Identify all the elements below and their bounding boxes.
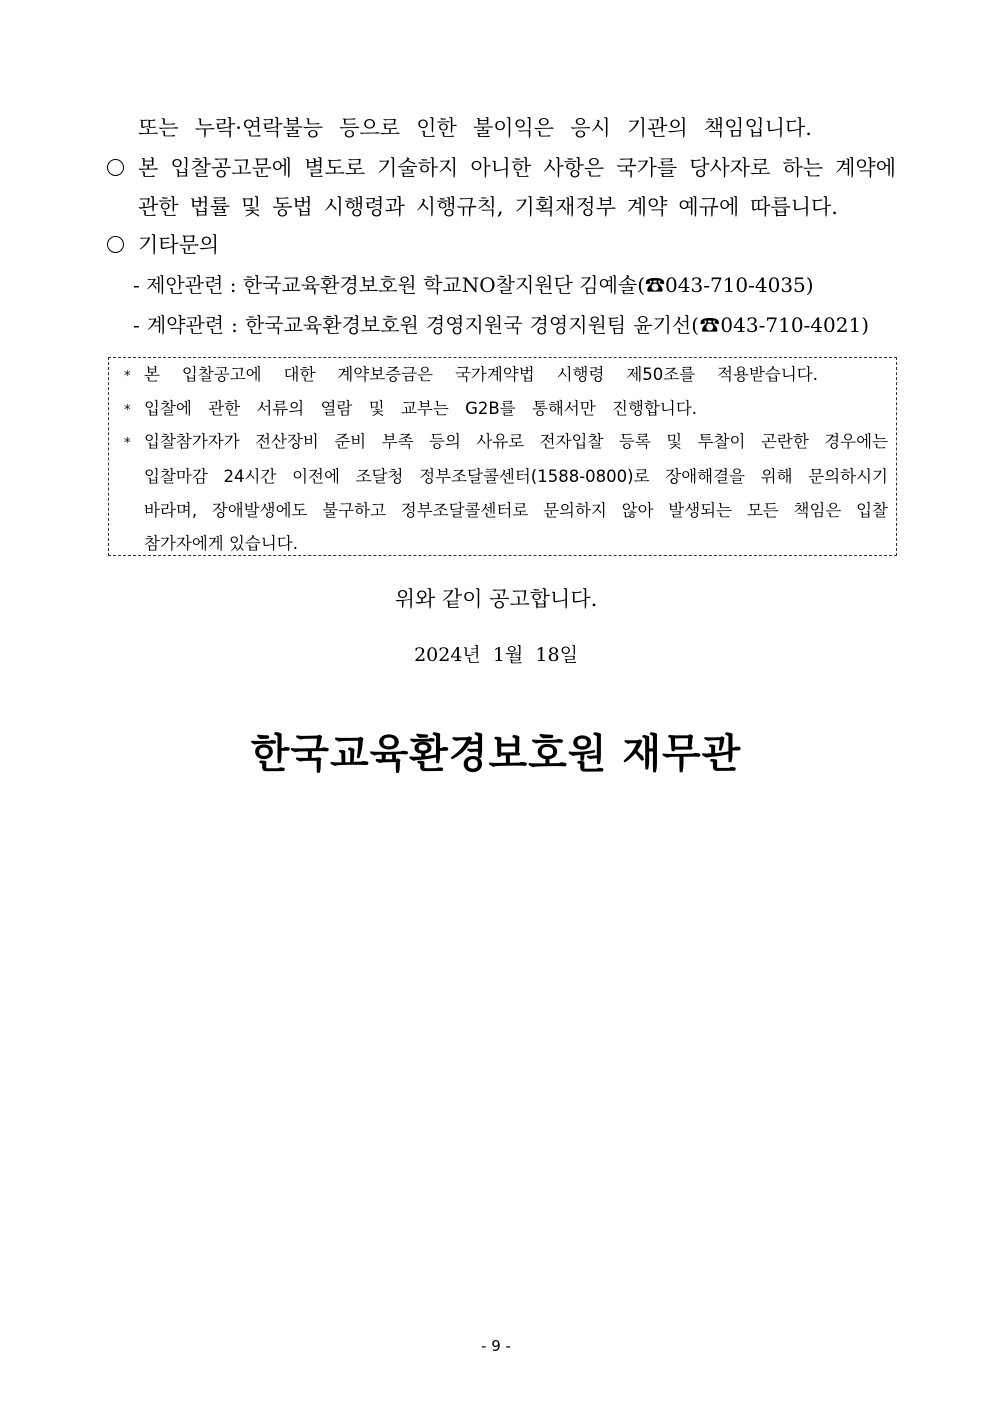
continuation-text: 또는 누락·연락불능 등으로 인한 불이익은 응시 기관의 책임입니다.: [138, 116, 812, 140]
item1-line1: 본 입찰공고문에 별도로 기술하지 아니한 사항은 국가를 당사자로 하는 계약에: [138, 156, 896, 180]
circle-bullet-icon: [107, 159, 124, 176]
closing-statement: 위와 같이 공고합니다.: [394, 587, 598, 611]
notice-line: 입찰참가자가 전산장비 준비 부족 등의 사유로 전자입찰 등록 및 투찰이 곤란한 경우에는: [144, 432, 888, 451]
circle-bullet-icon: [107, 236, 124, 253]
asterisk-bullet: *: [124, 403, 131, 418]
signature-title: 한국교육환경보호원 재무관: [250, 730, 742, 777]
contact-contract: - 계약관련 : 한국교육환경보호원 경영지원국 경영지원팀 윤기선(☎043-710-4021): [133, 313, 869, 337]
notice-box: [108, 357, 897, 556]
announcement-date: 2024년 1월 18일: [414, 644, 578, 666]
notice-line: 바라며, 장애발생에도 불구하고 정부조달콜센터로 문의하지 않아 발생되는 모든 책임은 입찰: [144, 501, 888, 520]
notice-line: 참가자에게 있습니다.: [144, 534, 298, 553]
item1-line2: 관한 법률 및 동법 시행령과 시행규칙, 기획재정부 계약 예규에 따릅니다.: [138, 195, 838, 219]
item2-title: 기타문의: [138, 233, 220, 257]
notice-line: 본 입찰공고에 대한 계약보증금은 국가계약법 시행령 제50조를 적용받습니다.: [144, 365, 818, 384]
page-number: - 9 -: [481, 1337, 511, 1355]
asterisk-bullet: *: [124, 436, 131, 451]
notice-line: 입찰마감 24시간 이전에 조달청 정부조달콜센터(1588-0800)로 장애해결을 위해 문의하시기: [144, 467, 888, 486]
notice-line: 입찰에 관한 서류의 열람 및 교부는 G2B를 통해서만 진행합니다.: [144, 399, 697, 418]
contact-proposal: - 제안관련 : 한국교육환경보호원 학교NO찰지원단 김예솔(☎043-710-4035): [133, 273, 814, 297]
asterisk-bullet: *: [124, 369, 131, 384]
